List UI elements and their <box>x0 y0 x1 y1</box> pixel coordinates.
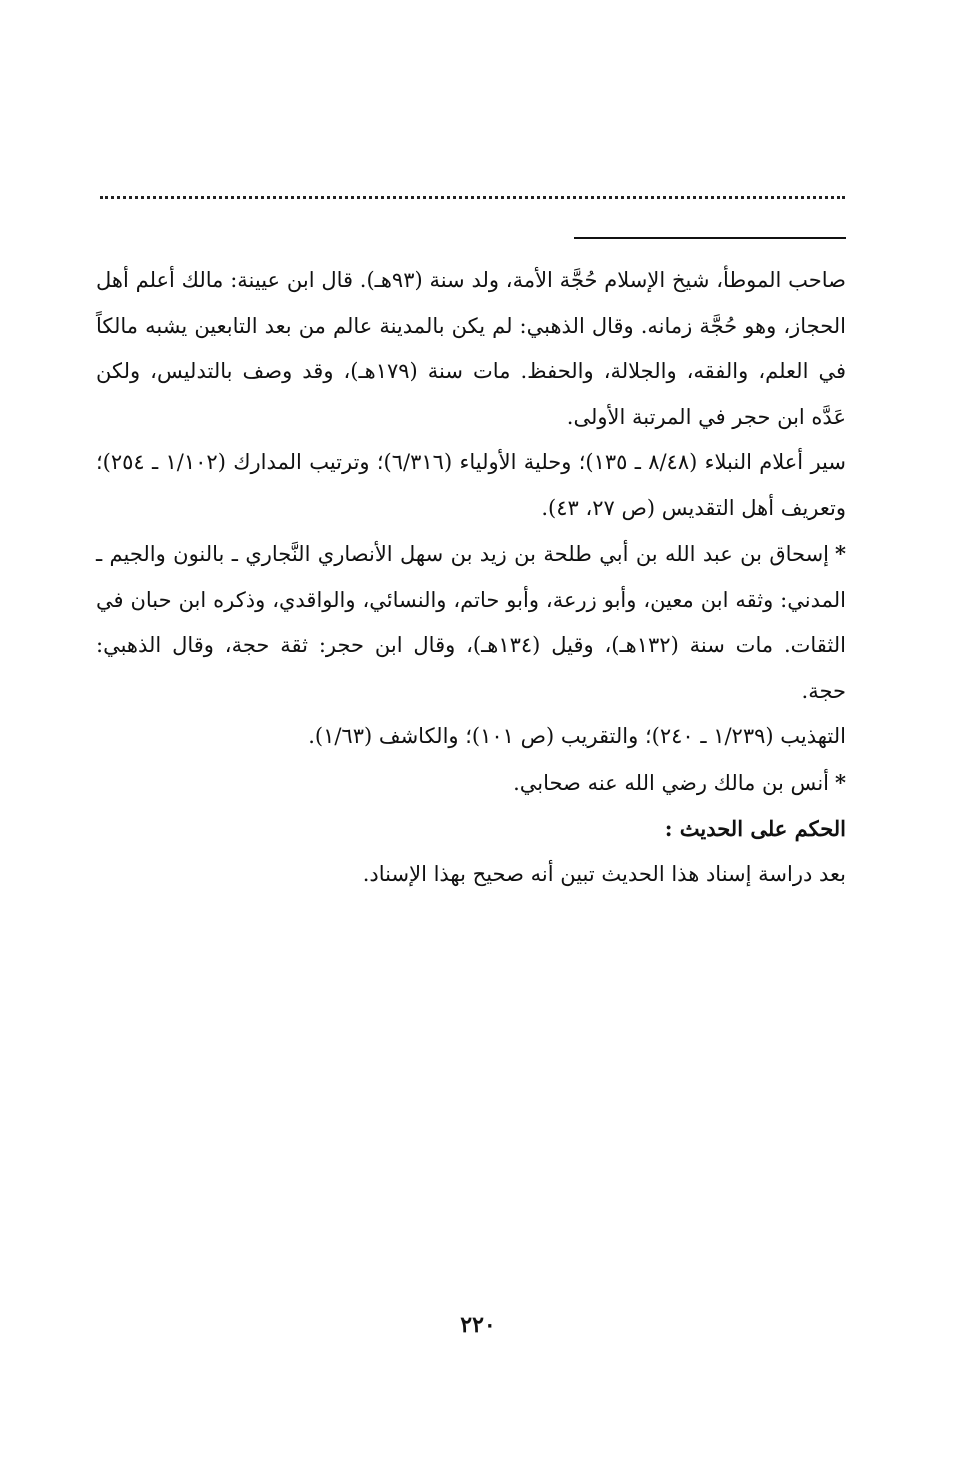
ruling-text: بعد دراسة إسناد هذا الحديث تبين أنه صحيح بهذا الإسناد. <box>362 861 846 886</box>
ishaq-biography: إسحاق بن عبد الله بن أبي طلحة بن زيد بن سهل الأنصاري النَّجاري ـ بالنون والجيم ـ المدني: وثقه ابن معين، وأبو زرعة، وأبو حاتم، والنسائي، والواقدي، وذكره ابن حبان في الثقات. مات سنة (١٣٢هـ)، وقيل (١٣٤هـ)، وقال ابن حجر: ثقة حجة، وقال الذهبي: حجة. <box>96 542 846 703</box>
ruling-heading: الحكم على الحديث : <box>664 816 846 841</box>
malik-sources: سير أعلام النبلاء (٨/٤٨ ـ ١٣٥)؛ وحلية الأولياء (٦/٣١٦)؛ وترتيب المدارك (١/١٠٢ ـ ٢٥٤)؛ وتعريف أهل التقديس (ص ٢٧، ٤٣). <box>96 450 846 520</box>
dotted-separator <box>100 196 845 199</box>
anas-biography: أنس بن مالك رضي الله عنه صحابي. <box>513 770 830 795</box>
asterisk-bullet-icon: * <box>835 541 846 566</box>
anas-entry <box>96 760 846 807</box>
malik-biography: صاحب الموطأ، شيخ الإسلام حُجَّة الأمة، ولد سنة (٩٣هـ). قال ابن عيينة: مالك أعلم أهل الحجاز، وهو حُجَّة زمانه. وقال الذهبي: لم يكن بالمدينة عالم من بعد التابعين يشبه مالكاً في العلم، والفقه، والجلالة، والحفظ. مات سنة (١٧٩هـ)، وقد وصف بالتدليس، ولكن عَدَّه ابن حجر في المرتبة الأولى. <box>96 268 846 429</box>
footnote-separator-line <box>574 237 846 239</box>
asterisk-bullet-icon: * <box>835 769 846 795</box>
footnote-body <box>96 258 846 897</box>
ishaq-sources: التهذيب (١/٢٣٩ ـ ٢٤٠)؛ والتقريب (ص ١٠١)؛ والكاشف (١/٦٣). <box>308 724 846 748</box>
page-number: ٢٢٠ <box>460 1312 496 1338</box>
ishaq-entry <box>96 531 846 714</box>
